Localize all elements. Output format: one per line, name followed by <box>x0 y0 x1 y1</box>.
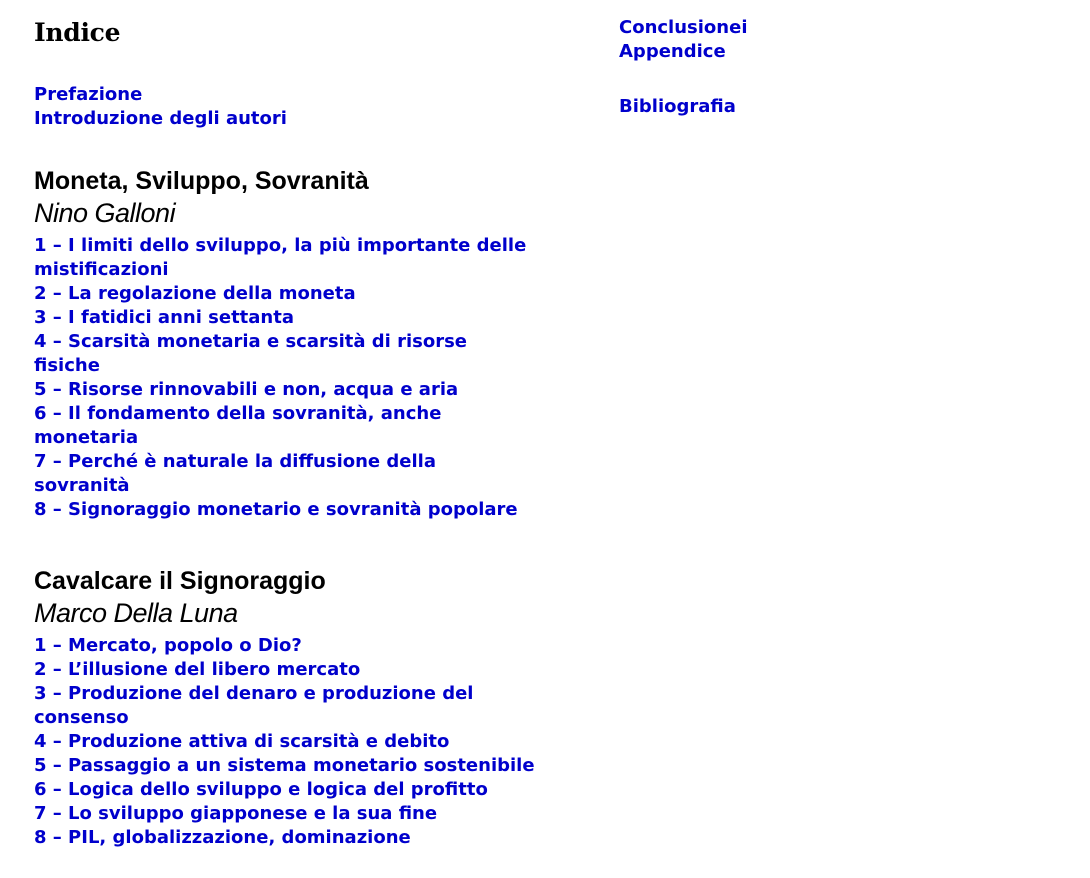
chapter-link[interactable]: 6 – Il fondamento della sovranità, anche monetaria <box>34 403 442 448</box>
section-title: Cavalcare il Signoraggio <box>34 567 326 595</box>
page-title: Indice <box>34 18 121 47</box>
chapter-link[interactable]: 1 – Mercato, popolo o Dio? <box>34 635 302 656</box>
front-matter-links <box>34 83 554 131</box>
chapter-link[interactable]: 4 – Produzione attiva di scarsità e debito <box>34 731 450 752</box>
link-bibliografia[interactable]: Bibliografia <box>619 96 736 117</box>
link-prefazione[interactable]: Prefazione <box>34 84 143 105</box>
section-author: Nino Galloni <box>34 198 176 228</box>
chapter-link[interactable]: 3 – I fatidici anni settanta <box>34 307 294 328</box>
right-column <box>619 16 1039 119</box>
chapter-link[interactable]: 7 – Perché è naturale la diffusione della sovranità <box>34 451 436 496</box>
chapter-link[interactable]: 1 – I limiti dello sviluppo, la più importante delle mistificazioni <box>34 235 527 280</box>
chapter-link[interactable]: 6 – Logica dello sviluppo e logica del profitto <box>34 779 488 800</box>
chapter-link[interactable]: 4 – Scarsità monetaria e scarsità di risorse fisiche <box>34 331 468 376</box>
chapter-link[interactable]: 8 – Signoraggio monetario e sovranità popolare <box>34 499 518 520</box>
chapter-link[interactable]: 5 – Passaggio a un sistema monetario sostenibile <box>34 755 535 776</box>
link-conclusioni[interactable]: Conclusionei <box>619 17 748 38</box>
chapter-link[interactable]: 5 – Risorse rinnovabili e non, acqua e aria <box>34 379 459 400</box>
chapter-link[interactable]: 7 – Lo sviluppo giapponese e la sua fine <box>34 803 438 824</box>
section-title: Moneta, Sviluppo, Sovranità <box>34 167 369 195</box>
link-introduzione[interactable]: Introduzione degli autori <box>34 108 287 129</box>
link-appendice[interactable]: Appendice <box>619 41 726 62</box>
chapter-link[interactable]: 2 – La regolazione della moneta <box>34 283 356 304</box>
section-cavalcare-il-signoraggio <box>34 566 554 850</box>
chapter-link[interactable]: 2 – L’illusione del libero mercato <box>34 659 361 680</box>
chapter-list <box>34 634 554 850</box>
chapter-link[interactable]: 3 – Produzione del denaro e produzione del consenso <box>34 683 474 728</box>
spacer <box>619 64 1039 95</box>
section-author: Marco Della Luna <box>34 598 238 628</box>
chapter-list <box>34 234 554 522</box>
section-moneta-sviluppo-sovranita <box>34 166 554 522</box>
chapter-link[interactable]: 8 – PIL, globalizzazione, dominazione <box>34 827 411 848</box>
